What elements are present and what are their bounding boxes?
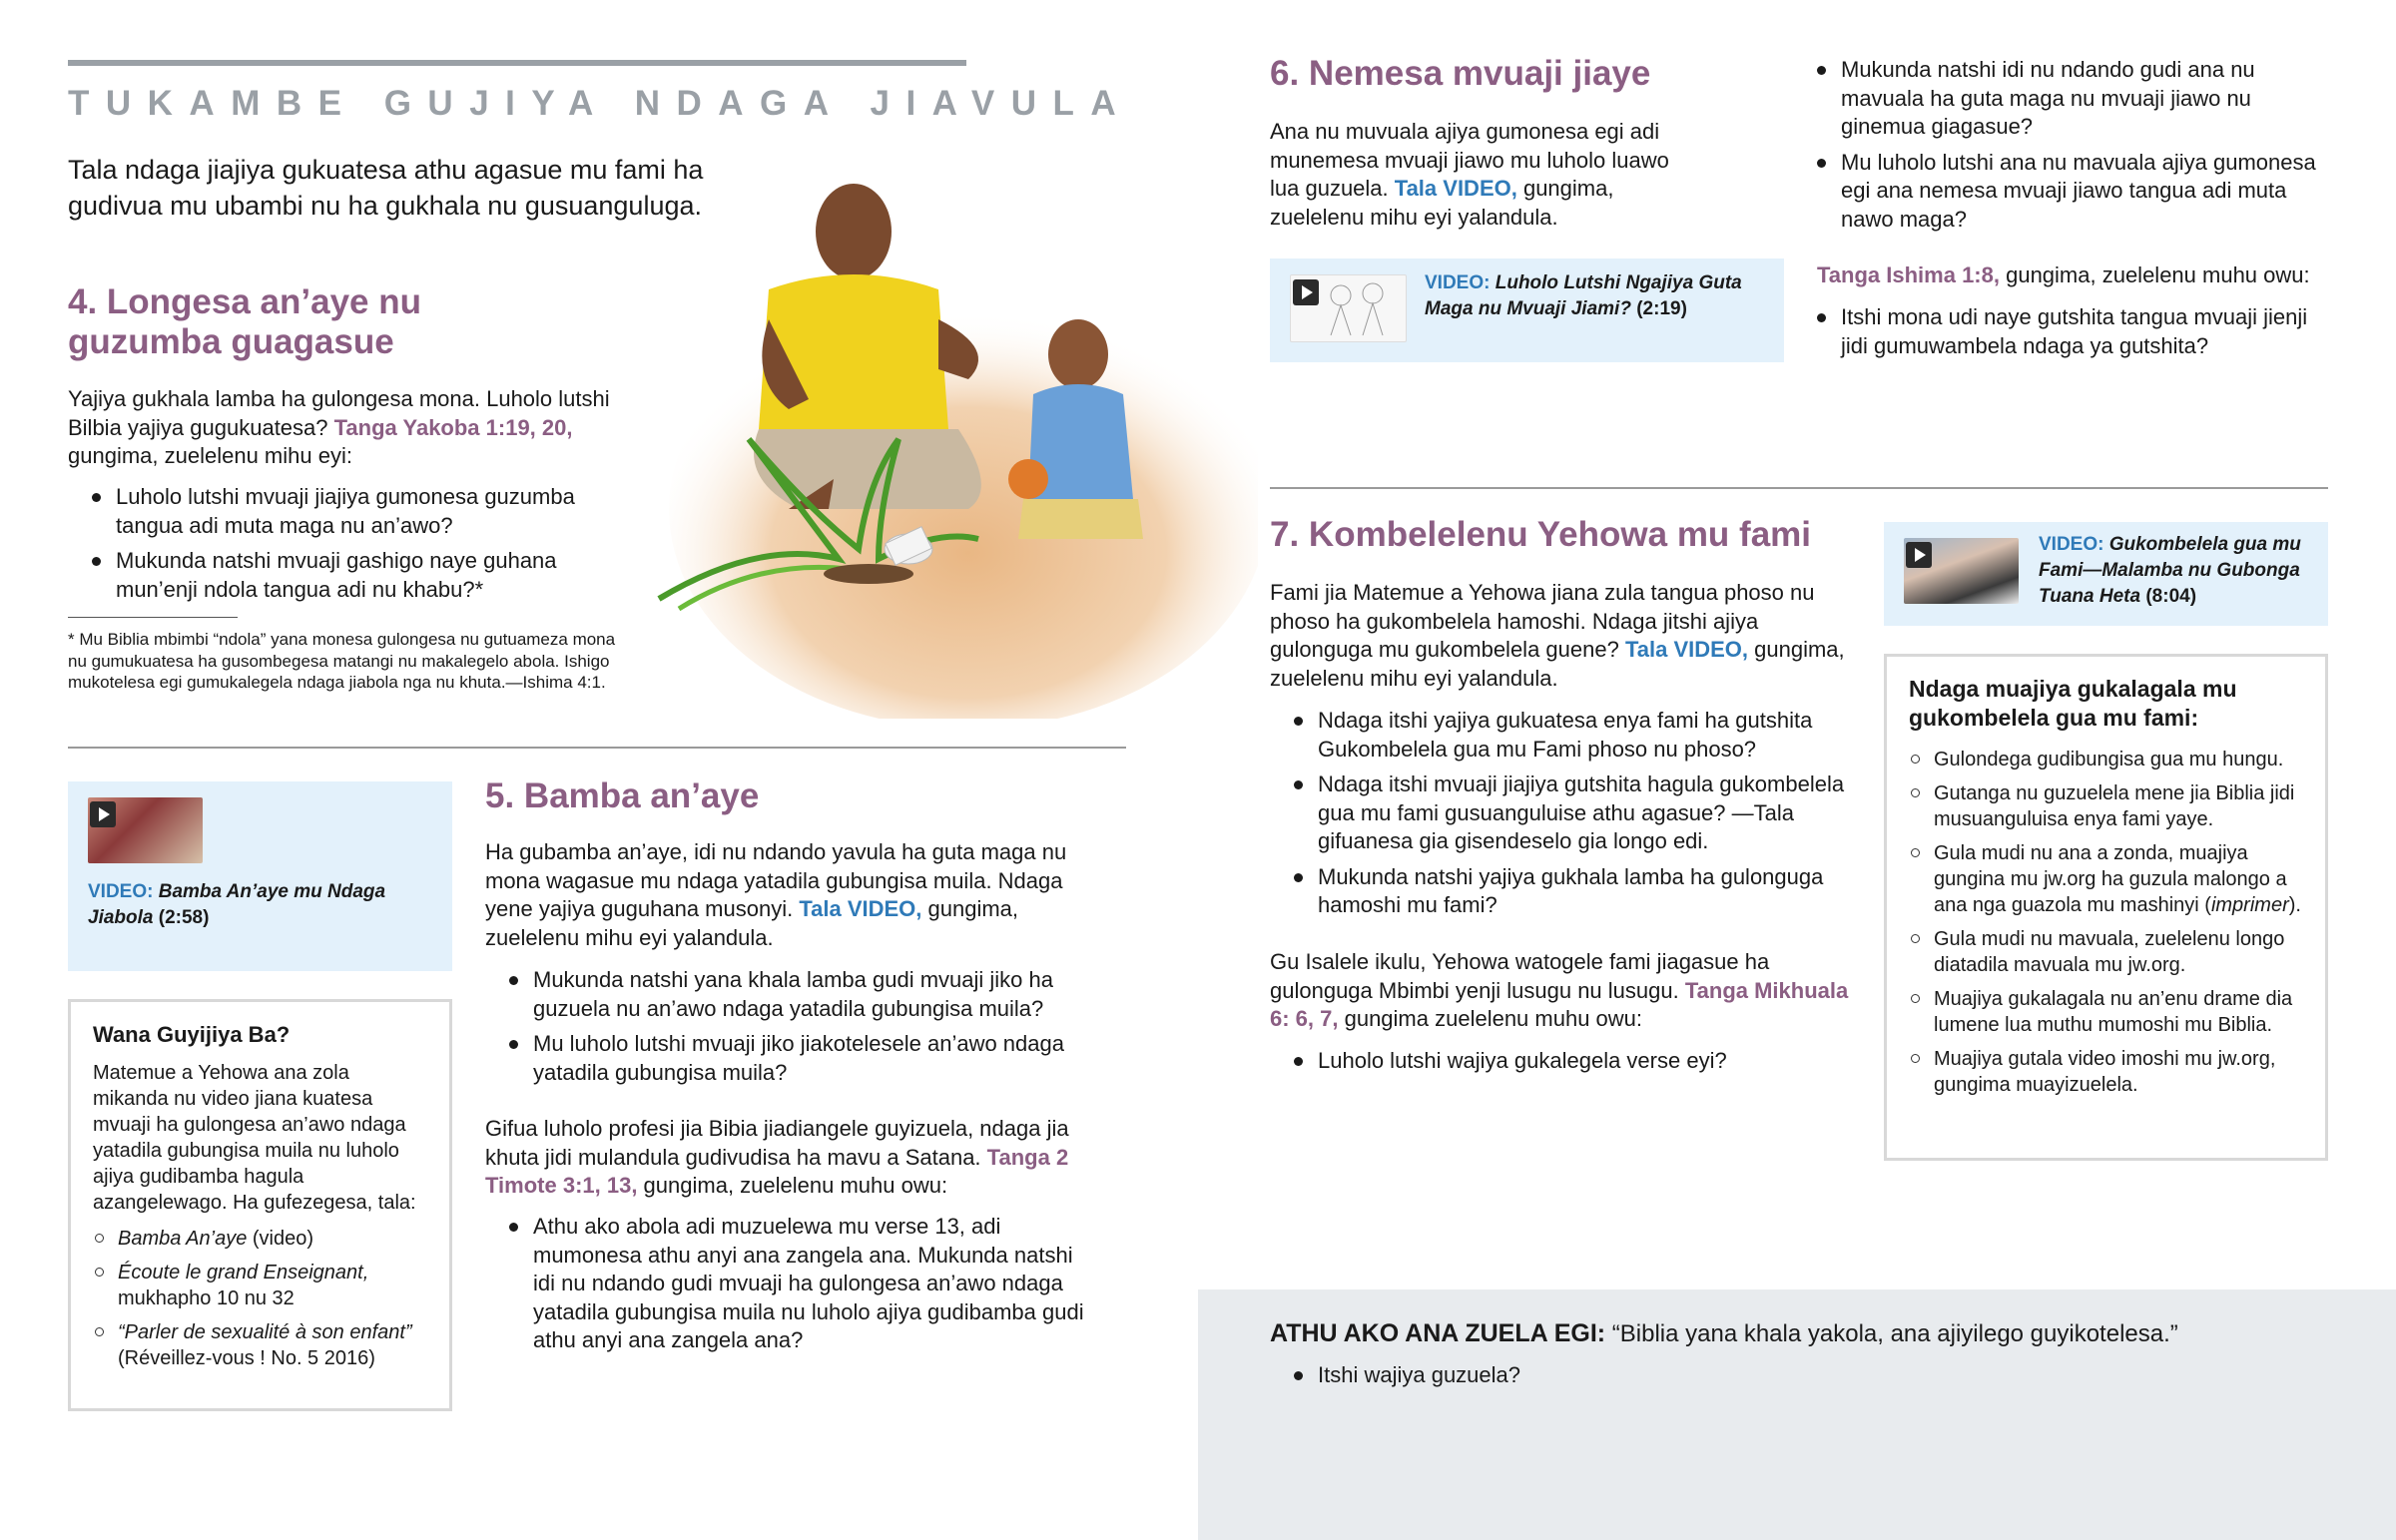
section-5-video-label — [88, 879, 427, 931]
section-6-questions — [1817, 56, 2336, 241]
section-4-scripture-link[interactable]: Tanga Yakoba 1:19, 20, — [333, 414, 573, 440]
section-5-video-box[interactable] — [68, 781, 452, 971]
section-4-heading: 4. Longesa an’aye nu guzumba guagasue — [68, 282, 421, 361]
list-item: Mukunda natshi idi nu ndando gudi ana nu mavuala ha guta maga nu mvuaji jiawo nu ginemua giagasue? — [1793, 56, 2336, 142]
list-item: Luholo lutshi wajiya gukalegela verse eyi? — [1270, 1047, 1859, 1076]
play-icon[interactable] — [1906, 542, 1932, 568]
list-item — [1909, 840, 2303, 918]
section-7-video-link[interactable]: Tala VIDEO, — [1624, 637, 1749, 662]
section-7-text — [1270, 579, 1849, 693]
section-5-text-c: Gifua luholo profesi jia Bibia jiadiangele guyizuela, ndaga jia khuta jidi mulandula gudivudisa ha mavu a Satana. — [485, 1116, 1069, 1170]
section-6-text-2 — [1817, 261, 2336, 290]
bottom-lead: ATHU AKO ANA ZUELA EGI: — [1270, 1319, 1606, 1347]
item-title: Écoute le grand Enseignant, — [118, 1262, 369, 1283]
wana-title: Wana Guyijiya Ba? — [93, 1022, 291, 1047]
section-5-questions — [485, 966, 1104, 1094]
section-7-text-c: Gu Isalele ikulu, Yehowa watogele fami jiagasue ha gulonguga Mbimbi yenji lusugu nu lusugu. — [1270, 949, 1770, 1003]
video-title: Bamba An’aye mu Ndaga Jiabola — [88, 881, 386, 928]
item-rest: mukhapho 10 nu 32 — [118, 1287, 295, 1309]
video-title: Gukombelela gua mu Fami—Malamba nu Gubonga Tuana Heta — [2039, 534, 2301, 607]
ndaga-muajiya-box — [1884, 654, 2328, 1161]
section-7-questions — [1270, 707, 1859, 927]
item-italic: imprimer — [2210, 894, 2289, 916]
section-6-text-b: gungima, zuelelenu mihu eyi yalandula. — [1270, 176, 1614, 230]
section-5-text-d: gungima, zuelelenu muhu owu: — [637, 1173, 948, 1198]
section-4-questions — [68, 483, 637, 611]
intro-text: Tala ndaga jiajiya gukuatesa athu agasue mu fami ha gudivua mu ubambi nu ha gukhala nu gusuanguluga. — [68, 155, 704, 221]
section-5-text — [485, 838, 1104, 952]
section-7-heading: 7. Kombelelenu Yehowa mu fami — [1270, 515, 1812, 554]
item-text: Gula mudi nu ana a zonda, muajiya gungina mu jw.org ha guzula malongo a ana nga guazola mu mashinyi ( — [1934, 842, 2287, 916]
section-6-heading: 6. Nemesa mvuaji jiaye — [1270, 54, 1651, 93]
header-rule — [68, 60, 966, 66]
section-6-video-link[interactable]: Tala VIDEO, — [1394, 176, 1517, 201]
list-item — [93, 1226, 427, 1252]
section-7-video-label — [2039, 532, 2318, 610]
section-7-scripture-link[interactable]: Tanga Mikhuala 6: 6, 7, — [1270, 977, 1849, 1031]
father-son-drawing — [639, 180, 1258, 719]
ndaga-title: Ndaga muajiya gukalagala mu gukombelela gua mu fami: — [1909, 676, 2237, 731]
list-item: Gulondega gudibungisa gua mu hungu. — [1909, 747, 2303, 772]
section-5-text-b: gungima, zuelelenu mihu eyi yalandula. — [485, 896, 1019, 950]
section-5-video-link[interactable]: Tala VIDEO, — [799, 896, 922, 921]
section-5-heading: 5. Bamba an’aye — [485, 776, 760, 815]
list-item — [93, 1319, 427, 1371]
item-after: ). — [2288, 894, 2301, 916]
section-6-scripture-link[interactable]: Tanga Ishima 1:8, — [1817, 262, 2000, 287]
wana-guyijiya-box — [68, 999, 452, 1411]
item-title: “Parler de sexualité à son enfant” — [118, 1321, 412, 1343]
list-item: Itshi mona udi naye gutshita tangua mvuaji jienji jidi gumuwambela ndaga ya gutshita? — [1793, 303, 2336, 360]
list-item: Mu luholo lutshi mvuaji jiko jiakotelesele an’awo ndaga yatadila gubungisa muila? — [485, 1030, 1104, 1087]
list-item: Ndaga itshi yajiya gukuatesa enya fami ha gutshita Gukombelela gua mu Fami phoso nu phoso? — [1270, 707, 1859, 764]
list-item: Mukunda natshi mvuaji gashigo naye guhana mun’enji ndola tangua adi nu khabu?* — [68, 547, 637, 604]
section-5-video-thumbnail[interactable] — [88, 797, 203, 863]
father-son-illustration — [639, 180, 1258, 719]
bottom-panel — [1198, 1289, 2396, 1540]
section-6-video-label — [1425, 270, 1769, 322]
bottom-quote-text: “Biblia yana khala yakola, ana ajiyilego guyikotelesa.” — [1605, 1320, 2178, 1347]
section-7-text-a: Fami jia Matemue a Yehowa jiana zula tangua phoso nu phoso ha gukombelela hamoshi. Ndaga jitshi ajiya gulonguga mu gukombelela guene? — [1270, 580, 1815, 662]
list-item: Ndaga itshi mvuaji jiajiya gutshita hagula gukombelela gua mu fami gusuanguluise athu agasue? —Tala gifuanesa gia gisendeselo gia longo edi. — [1270, 770, 1859, 856]
play-icon[interactable] — [1293, 279, 1319, 305]
list-item: Athu ako abola adi muzuelewa mu verse 13, adi mumonesa athu anyi ana zangela ana. Mukunda natshi idi nu ndando gudi mvuaji ha gulongesa an’awo ndaga yatadila gubungisa muila nu luholo ajiya gudibamba gudi athu anyi ana zangela ana? — [485, 1213, 1084, 1355]
list-item: Mukunda natshi yajiya gukhala lamba ha gulonguga hamoshi mu fami? — [1270, 863, 1859, 920]
wana-list — [93, 1226, 427, 1371]
footnote-rule — [68, 617, 238, 618]
page-title: TUKAMBE GUJIYA NDAGA JIAVULA — [68, 84, 1133, 123]
section-4-text-b: gungima, zuelelenu mihu eyi: — [68, 443, 352, 468]
section-7-text-d: gungima zuelelenu muhu owu: — [1338, 1006, 1643, 1031]
section-6-video-box[interactable] — [1270, 258, 1784, 362]
section-5-text-a: Ha gubamba an’aye, idi nu ndando yavula ha guta maga nu mona wagasue mu ndaga yatadila gubungisa muila. Ndaga yene yajiya guguhana musonyi. — [485, 839, 1067, 921]
section-6-text-a: Ana nu muvuala ajiya gumonesa egi adi munemesa mvuaji jiawo mu luholo luawo lua guzuela. — [1270, 119, 1669, 201]
list-item — [93, 1260, 427, 1311]
video-duration: (8:04) — [2145, 586, 2197, 607]
item-rest: (Réveillez-vous ! No. 5 2016) — [118, 1347, 375, 1369]
section-4-text-a: Yajiya gukhala lamba ha gulongesa mona. Luholo lutshi Bilbia yajiya gugukuatesa? — [68, 386, 610, 440]
video-duration: (2:58) — [158, 907, 210, 928]
section-6-text — [1270, 118, 1699, 232]
wana-text: Matemue a Yehowa ana zola mikanda nu video jiana kuatesa mvuaji ha gulongesa an’awo ndaga yatadila gubungisa muila nu luholo ajiya gudibamba hagula azangelewago. Ha gufezegesa, tala: — [93, 1062, 416, 1214]
item-title: Bamba An’aye — [118, 1228, 248, 1250]
list-item: Muajiya gutala video imoshi mu jw.org, gungima muayizuelela. — [1909, 1046, 2303, 1098]
video-tag: VIDEO: — [1425, 272, 1491, 293]
bottom-quote — [1270, 1317, 2368, 1350]
section-6-text-c: gungima, zuelelenu muhu owu: — [1999, 262, 2310, 287]
right-mid-divider — [1270, 487, 2328, 489]
list-item: Luholo lutshi mvuaji jiajiya gumonesa guzumba tangua adi muta maga nu an’awo? — [68, 483, 637, 540]
list-item: Muajiya gukalagala nu an’enu drame dia lumene lua muthu mumoshi mu Biblia. — [1909, 986, 2303, 1038]
video-title: Luholo Lutshi Ngajiya Guta Maga nu Mvuaji Jiami? — [1425, 272, 1742, 319]
ndaga-list — [1909, 747, 2303, 1098]
section-7-video-box[interactable] — [1884, 522, 2328, 626]
section-4-text — [68, 385, 637, 471]
video-tag: VIDEO: — [88, 881, 154, 902]
section-7-text-2 — [1270, 948, 1859, 1034]
section-6-questions-2 — [1817, 303, 2336, 367]
video-tag: VIDEO: — [2039, 534, 2104, 555]
list-item: Mu luholo lutshi ana nu mavuala ajiya gumonesa egi ana nemesa mvuaji jiawo tangua adi muta nawo maga? — [1793, 149, 2336, 235]
video-duration: (2:19) — [1636, 298, 1687, 319]
section-6-video-thumbnail[interactable] — [1290, 274, 1407, 342]
list-item: Itshi wajiya guzuela? — [1270, 1361, 2268, 1390]
play-icon[interactable] — [90, 801, 116, 827]
list-item: Gutanga nu guzuelela mene jia Biblia jidi musuanguluisa enya fami yaye. — [1909, 780, 2303, 832]
section-5-text-2 — [485, 1115, 1104, 1201]
section-7-questions-2 — [1270, 1047, 1859, 1083]
left-mid-divider — [68, 747, 1126, 749]
section-5-questions-2 — [485, 1213, 1084, 1362]
bottom-questions — [1270, 1361, 2268, 1397]
section-5-scripture-link[interactable]: Tanga 2 Timote 3:1, 13, — [485, 1144, 1069, 1198]
item-rest: (video) — [247, 1228, 314, 1250]
section-7-text-b: gungima, zuelelenu mihu eyi yalandula. — [1270, 637, 1845, 691]
list-item: Mukunda natshi yana khala lamba gudi mvuaji jiko ha guzuela nu an’awo ndaga yatadila gubungisa muila? — [485, 966, 1104, 1023]
footnote: * Mu Biblia mbimbi “ndola” yana monesa gulongesa nu gutuameza mona nu gumukuatesa ha gusombegesa matangi nu makalegelo abola. Ishigo mukotelesa egi gumukalegela ndaga jiabola nga nu khuta.—Ishima 4:1. — [68, 630, 616, 692]
list-item: Gula mudi nu mavuala, zuelelenu longo diatadila mavuala mu jw.org. — [1909, 926, 2303, 978]
section-7-video-thumbnail[interactable] — [1904, 538, 2019, 604]
